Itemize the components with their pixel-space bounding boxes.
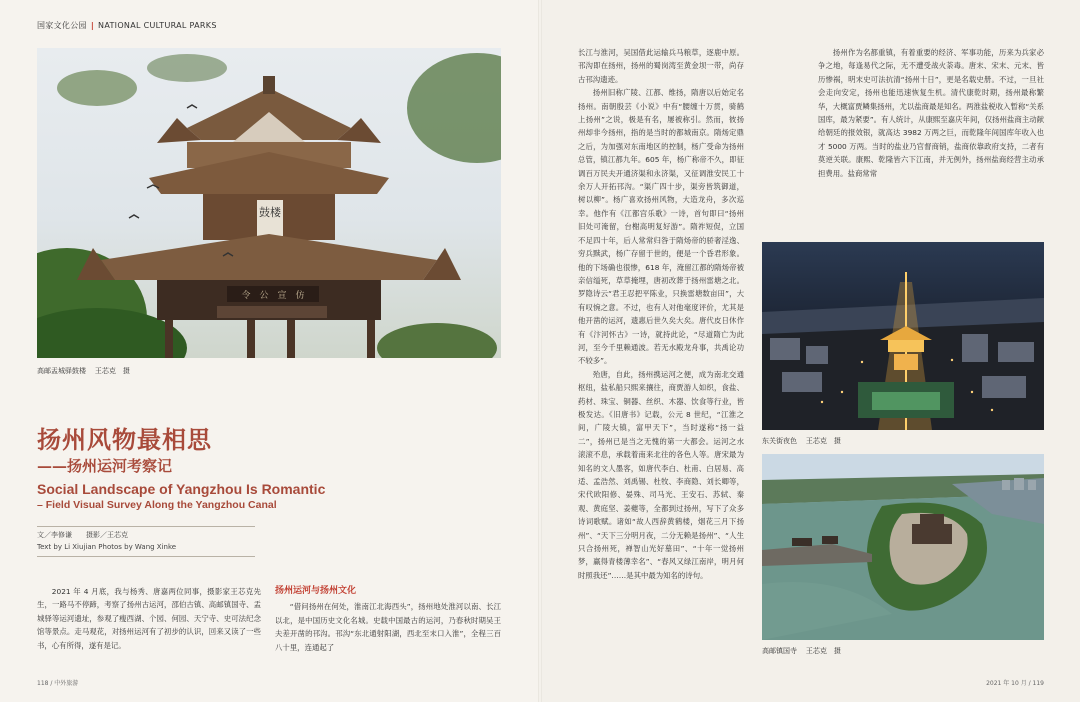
dongguan-street-night-photo xyxy=(762,242,1044,430)
column-2 xyxy=(275,585,501,665)
section-header xyxy=(37,20,217,31)
tower-sign: 令 公 宣 仿 xyxy=(241,291,305,301)
caption-place: 高邮镇国寺 xyxy=(762,647,797,655)
footer-left: 118 / 中外旅游 xyxy=(37,680,79,687)
column-3-paragraph-1: 长江与淮河，吴国借此运输兵马粮草，逐鹿中原。邗沟即在扬州，扬州的蜀岗湾至黄金坝一带，尚存古邗沟遗迹。 xyxy=(578,48,744,84)
night-photo-caption xyxy=(762,436,841,446)
credit-cn: 文／李修谦 摄影／王芯克 xyxy=(37,531,128,539)
intro-paragraph: 2021 年 4 月底，我与杨秀、唐嘉两位同事，摄影家王芯克先生，一路马不停蹄，考察了扬州古运河，邵伯古镇、高邮镇国寺、盂城驿等运河遗址，参观了瘦西湖、个园、何园、天宁寺、史可法纪念馆等景点。走马观花，对扬州运河有了初步的认识，回来又读了一些书，心有所得，遂有是记。 xyxy=(37,587,261,650)
article-title-en: Social Landscape of Yangzhou Is Romantic xyxy=(37,481,326,497)
intro-column xyxy=(37,585,261,665)
column-2-paragraph: “借问扬州在何处，淮南江北海西头”，扬州地处淮河以南、长江以北，是中国历史文化名城。史载中国最古的运河，乃春秋时期吴王夫差开凿的邗沟。邗沟“东北通射阳湖，西北至末口入淮”，全程三百八十里，连通起了 xyxy=(275,602,501,652)
caption-author: 王芯克 摄 xyxy=(94,367,130,375)
article-subtitle-cn: ——扬州运河考察记 xyxy=(37,457,173,475)
caption-place: 东关街夜色 xyxy=(762,437,797,445)
header-divider: | xyxy=(90,21,95,30)
column-4 xyxy=(818,46,1044,208)
column-3-paragraph-2: 扬州旧称广陵、江都、维扬，隋唐以后始定名扬州。南朝殷芸《小说》中有“腰缠十万贯，骑鹤上扬州”之说，极是有名，屡被称引。然而，彼扬州却非今扬州，指的是当时的都城南京。隋炀定鼎之后，为加强对东南地区的控制，杨广受命为扬州总管，镇江都九年。605 年，杨广称帝不久，即征调百万民夫开通济渠和永济渠，又征调淮安民工十余万人开拓邗沟。“渠广四十步，渠旁皆筑御道，树以柳”。杨广喜欢扬州风物，大造龙舟，多次巡幸。他作有《江都宫乐歌》一诗，首句即曰“扬州旧处可淹留，台榭高明复好游”。隋祚短促，立国不足四十年，后人常常归咎于隋炀帝的骄奢淫逸、穷兵黩武，杨广存留于世的，便是一个昏君形象。他的下场确也很惨，618 年，淹留江都的隋炀帝被亲信缢死，草草掩埋，唐初改葬于扬州雷塘之北。罗隐诗云“君王忍把平陈业，只换雷塘数亩田”，大有叹惋之意。不过，也有人对他毫度评价，尤其是他开凿的运河，遗惠后世久矣大矣。唐代皮日休作有《汴河怀古》一诗，就持此论，“尽道隋亡为此河，至今千里赖通波。若无水殿龙舟事，共禹论功不较多”。 xyxy=(578,88,744,366)
caption-author: 王芯克 摄 xyxy=(805,647,841,655)
caption-place: 高邮盂城驿鼓楼 xyxy=(37,367,86,375)
article-title-cn: 扬州风物最相思 xyxy=(37,425,212,454)
page-gutter xyxy=(538,0,542,702)
column-3 xyxy=(578,46,744,662)
credit-rule-bottom xyxy=(37,556,255,557)
column-3-paragraph-3: 殆唐，自此，扬州携运河之便，成为南北交通枢纽，盐私船只熙来攘往，商贾游人如织，食盐、药材、珠宝、铜器、丝织、木器、饮食等行业，皆极发达。《旧唐书》记载，公元 8 世纪，“江淮之间，广陵大镇，富甲天下”，当时遂称“扬一益二”，扬州已是当之无愧的第一大都会。运河之水滚滚不息，承载着南来北往的各色人等。唐宋最为知名的文人墨客，如唐代李白、杜甫、白居易、高适、孟浩然、刘禹锡、杜牧、李商隐、刘长卿等，宋代欧阳修、晏殊、司马光、王安石、苏轼、秦观、黄庭坚、姜夔等，全都到过扬州，写下了众多诗词歌赋。诸如“故人西辞黄鹤楼，烟花三月下扬州”、“天下三分明月夜，二分无赖是扬州”、“人生只合扬州死，禅智山光好墓田”、“十年一觉扬州梦，赢得青楼薄幸名”、“春风又绿江南岸，明月何时照我还”……是其中最为知名的诗句。 xyxy=(578,369,744,580)
water-photo-caption xyxy=(762,646,841,656)
credit-rule xyxy=(37,526,255,527)
drum-tower-photo xyxy=(37,48,501,358)
caption-author: 王芯克 摄 xyxy=(805,437,841,445)
column-4-paragraph: 扬州作为名都重镇，有着重要的经济、军事功能，历来为兵家必争之地，每逢易代之际，无不遭受战火荼毒。唐末、宋末、元末、皆历惨祸，明末史可法抗清“扬州十日”，更是名载史册。不过，一旦社会走向安定，扬州也能迅速恢复生机。清代康乾时期，扬州最称繁华，大概富贾鳞集扬州，尤以盐商最是知名。两淮盐税收入暂称“关系国库，最为紧要”。有人统计，从康熙至嘉庆年间，仅扬州盐商主动献给朝廷的报效银，就高达 3982 万两之巨，而乾隆年间国库年收入也才 5000 万两。当时的盐业乃官督商销，盐商依靠政府支持，二者有莫逆关联。康熙、乾隆皆六下江南，并无例外，扬州盐商经营主动承担费用。盐商常常 xyxy=(818,48,1044,178)
credit-en: Text by Li Xiujian Photos by Wang Xinke xyxy=(37,543,177,551)
section-name-en: NATIONAL CULTURAL PARKS xyxy=(98,21,217,30)
footer-right: 2021 年 10 月 / 119 xyxy=(986,680,1044,687)
article-subtitle-en: – Field Visual Survey Along the Yangzhou Canal xyxy=(37,499,277,511)
section-heading: 扬州运河与扬州文化 xyxy=(275,586,357,596)
section-name-cn: 国家文化公园 xyxy=(37,21,87,30)
zhenguo-temple-photo xyxy=(762,454,1044,640)
tower-plaque: 鼓楼 xyxy=(259,206,281,219)
tower-photo-caption xyxy=(37,366,130,376)
